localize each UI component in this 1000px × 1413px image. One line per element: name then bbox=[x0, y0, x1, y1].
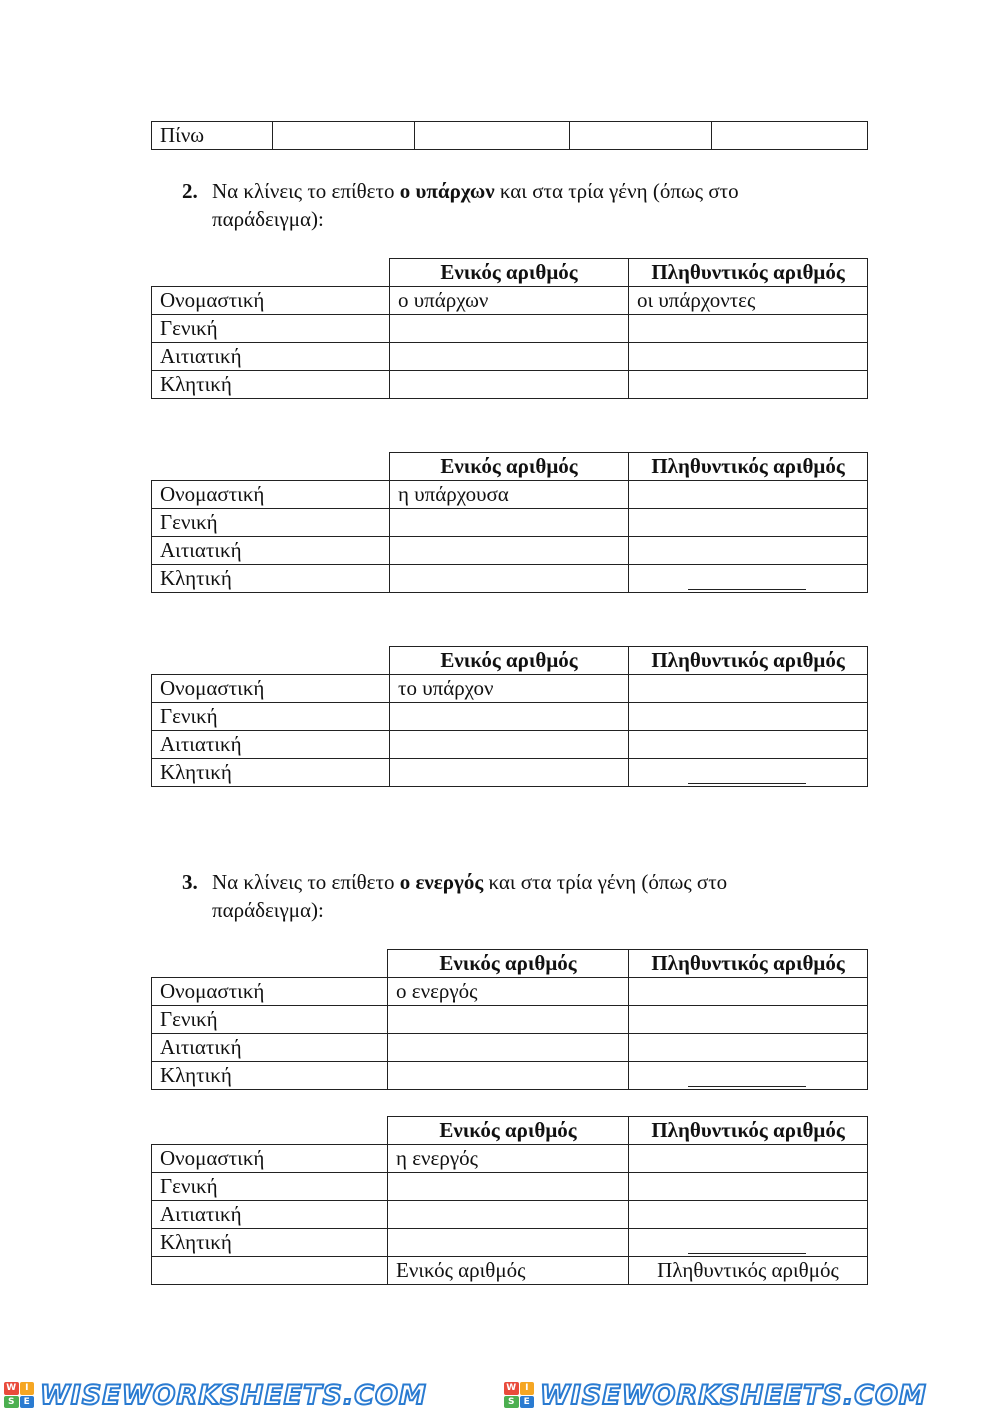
answer-cell: η υπάρχουσα bbox=[390, 481, 629, 509]
header-row bbox=[152, 1117, 868, 1145]
answer-cell: το υπάρχον bbox=[390, 675, 629, 703]
table-row bbox=[152, 287, 868, 315]
declension-table-neut-yparchon bbox=[151, 646, 868, 787]
answer-cell[interactable] bbox=[629, 731, 868, 759]
case-label: Κλητική bbox=[152, 371, 390, 399]
brand-text: WISEWORKSHEETS.COM bbox=[40, 1380, 427, 1410]
table-row bbox=[152, 731, 868, 759]
answer-cell[interactable] bbox=[629, 1201, 868, 1229]
table-row bbox=[152, 1006, 868, 1034]
exercise-number: 3. bbox=[182, 870, 198, 894]
singular-header: Ενικός αριθμός bbox=[390, 647, 629, 675]
singular-header: Ενικός αριθμός bbox=[390, 259, 629, 287]
declension-table-fem-yparchousa bbox=[151, 452, 868, 593]
brand-logo bbox=[4, 1380, 427, 1410]
target-adjective: ο ενεργός bbox=[399, 870, 484, 894]
case-label: Γενική bbox=[152, 703, 390, 731]
answer-cell[interactable] bbox=[390, 565, 629, 593]
repeated-plural-label: Πληθυντικός αριθμός bbox=[629, 1257, 868, 1285]
instruction-text: παράδειγμα): bbox=[212, 898, 324, 922]
plural-header: Πληθυντικός αριθμός bbox=[629, 647, 868, 675]
answer-cell[interactable] bbox=[629, 1173, 868, 1201]
empty-corner bbox=[152, 259, 390, 287]
case-label: Κλητική bbox=[152, 1229, 388, 1257]
declension-table-fem-energos bbox=[151, 1116, 868, 1285]
blank-underline bbox=[688, 1253, 806, 1254]
answer-cell: ο ενεργός bbox=[388, 978, 629, 1006]
answer-cell[interactable] bbox=[390, 703, 629, 731]
repeated-singular-label: Ενικός αριθμός bbox=[388, 1257, 629, 1285]
answer-cell[interactable] bbox=[415, 122, 570, 150]
answer-cell[interactable] bbox=[390, 759, 629, 787]
instruction-text: και στα τρία γένη (όπως στο bbox=[483, 870, 728, 894]
table-row bbox=[152, 703, 868, 731]
answer-cell[interactable] bbox=[629, 1006, 868, 1034]
instruction-text: και στα τρία γένη (όπως στο bbox=[494, 179, 739, 203]
wiseworksheets-logo-icon: W I S E bbox=[4, 1382, 34, 1408]
answer-cell[interactable] bbox=[388, 1006, 629, 1034]
table-row bbox=[152, 1145, 868, 1173]
declension-table-masc-energos bbox=[151, 949, 868, 1090]
answer-cell[interactable] bbox=[712, 122, 868, 150]
answer-cell[interactable] bbox=[273, 122, 415, 150]
table-row bbox=[152, 122, 868, 150]
table-row bbox=[152, 315, 868, 343]
table-row bbox=[152, 1034, 868, 1062]
table-row bbox=[152, 1257, 868, 1285]
answer-cell: η ενεργός bbox=[388, 1145, 629, 1173]
instruction-text: Να κλίνεις το επίθετο bbox=[212, 870, 400, 894]
answer-cell[interactable] bbox=[390, 315, 629, 343]
exercise-number: 2. bbox=[182, 179, 198, 203]
table-row bbox=[152, 371, 868, 399]
answer-cell[interactable] bbox=[390, 509, 629, 537]
empty-corner bbox=[152, 950, 388, 978]
empty-corner bbox=[152, 453, 390, 481]
case-label: Γενική bbox=[152, 1006, 388, 1034]
empty-corner bbox=[152, 1117, 388, 1145]
case-label: Ονομαστική bbox=[152, 978, 388, 1006]
plural-header: Πληθυντικός αριθμός bbox=[629, 950, 868, 978]
answer-cell[interactable] bbox=[629, 1034, 868, 1062]
empty-cell bbox=[152, 1257, 388, 1285]
singular-header: Ενικός αριθμός bbox=[388, 1117, 629, 1145]
answer-cell: οι υπάρχοντες bbox=[629, 287, 868, 315]
answer-cell[interactable] bbox=[388, 1062, 629, 1090]
case-label: Αιτιατική bbox=[152, 537, 390, 565]
blank-underline bbox=[688, 783, 806, 784]
case-label: Ονομαστική bbox=[152, 287, 390, 315]
declension-table-masc-yparchon bbox=[151, 258, 868, 399]
brand-text: WISEWORKSHEETS.COM bbox=[540, 1380, 927, 1410]
case-label: Αιτιατική bbox=[152, 1034, 388, 1062]
case-label: Αιτιατική bbox=[152, 1201, 388, 1229]
singular-header: Ενικός αριθμός bbox=[388, 950, 629, 978]
answer-cell[interactable] bbox=[629, 371, 868, 399]
answer-cell[interactable] bbox=[388, 1173, 629, 1201]
answer-cell[interactable] bbox=[570, 122, 712, 150]
wiseworksheets-logo-icon: W I S E bbox=[504, 1382, 534, 1408]
brand-logo bbox=[504, 1380, 927, 1410]
case-label: Ονομαστική bbox=[152, 481, 390, 509]
row-label: Πίνω bbox=[152, 122, 273, 150]
table-row bbox=[152, 978, 868, 1006]
target-adjective: ο υπάρχων bbox=[399, 179, 495, 203]
instruction-text: Να κλίνεις το επίθετο bbox=[212, 179, 400, 203]
case-label: Ονομαστική bbox=[152, 675, 390, 703]
table-row bbox=[152, 1201, 868, 1229]
table-row bbox=[152, 537, 868, 565]
exercise-2-instruction bbox=[182, 177, 852, 233]
answer-cell[interactable] bbox=[629, 675, 868, 703]
case-label: Γενική bbox=[152, 1173, 388, 1201]
answer-cell[interactable] bbox=[390, 537, 629, 565]
answer-cell[interactable] bbox=[390, 343, 629, 371]
answer-cell[interactable] bbox=[629, 509, 868, 537]
plural-header: Πληθυντικός αριθμός bbox=[629, 1117, 868, 1145]
answer-cell[interactable] bbox=[629, 978, 868, 1006]
case-label: Γενική bbox=[152, 315, 390, 343]
case-label: Αιτιατική bbox=[152, 343, 390, 371]
answer-cell[interactable] bbox=[629, 537, 868, 565]
answer-cell[interactable] bbox=[629, 1145, 868, 1173]
header-row bbox=[152, 259, 868, 287]
instruction-text: παράδειγμα): bbox=[212, 207, 324, 231]
header-row bbox=[152, 647, 868, 675]
table-row bbox=[152, 509, 868, 537]
case-label: Αιτιατική bbox=[152, 731, 390, 759]
case-label: Κλητική bbox=[152, 565, 390, 593]
table-row bbox=[152, 481, 868, 509]
footer-watermark bbox=[0, 1380, 1000, 1410]
answer-cell[interactable] bbox=[629, 343, 868, 371]
answer-cell[interactable] bbox=[629, 703, 868, 731]
answer-cell[interactable] bbox=[388, 1229, 629, 1257]
answer-cell[interactable] bbox=[390, 731, 629, 759]
exercise-3-instruction bbox=[182, 868, 852, 924]
header-row bbox=[152, 950, 868, 978]
plural-header: Πληθυντικός αριθμός bbox=[629, 259, 868, 287]
blank-underline bbox=[688, 1086, 806, 1087]
table-row bbox=[152, 1173, 868, 1201]
answer-cell[interactable] bbox=[629, 315, 868, 343]
top-conjugation-table bbox=[151, 121, 868, 150]
case-label: Ονομαστική bbox=[152, 1145, 388, 1173]
case-label: Κλητική bbox=[152, 1062, 388, 1090]
case-label: Κλητική bbox=[152, 759, 390, 787]
table-row bbox=[152, 675, 868, 703]
case-label: Γενική bbox=[152, 509, 390, 537]
plural-header: Πληθυντικός αριθμός bbox=[629, 453, 868, 481]
answer-cell[interactable] bbox=[629, 481, 868, 509]
table-row bbox=[152, 343, 868, 371]
blank-underline bbox=[688, 589, 806, 590]
answer-cell[interactable] bbox=[388, 1201, 629, 1229]
empty-corner bbox=[152, 647, 390, 675]
answer-cell[interactable] bbox=[390, 371, 629, 399]
header-row bbox=[152, 453, 868, 481]
answer-cell[interactable] bbox=[388, 1034, 629, 1062]
singular-header: Ενικός αριθμός bbox=[390, 453, 629, 481]
answer-cell: ο υπάρχων bbox=[390, 287, 629, 315]
